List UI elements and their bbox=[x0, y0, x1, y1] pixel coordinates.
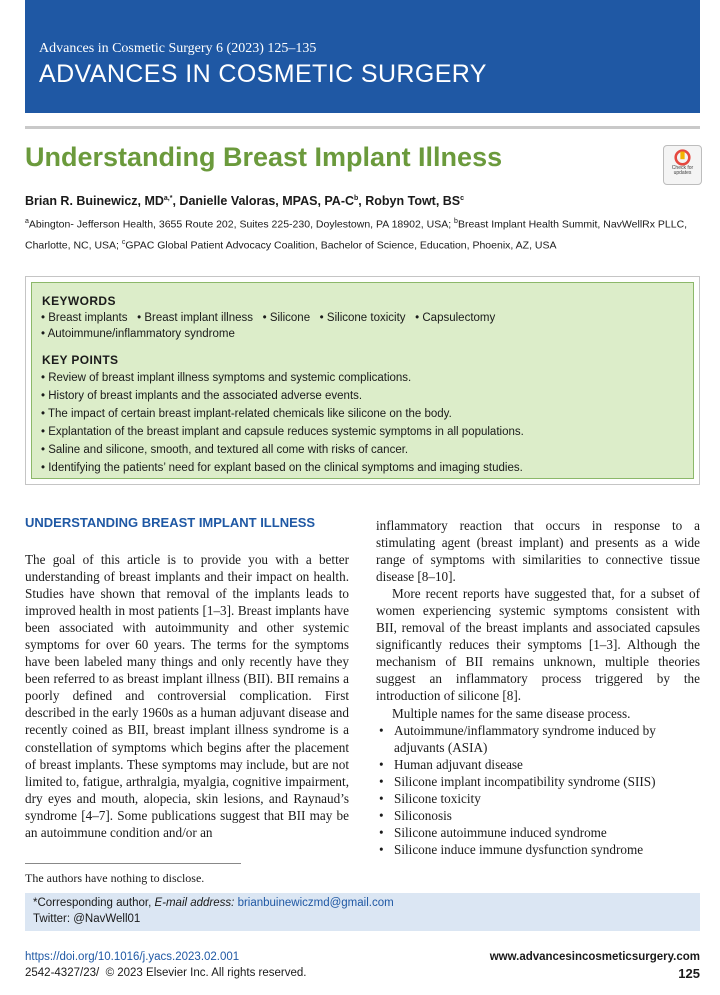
affiliation: Breast Implant Health Summit, NavWellRx PLLC, Charlotte, NC, USA; bbox=[25, 218, 688, 251]
keyword: Silicone toxicity bbox=[326, 312, 406, 324]
disclosure-note: The authors have nothing to disclose. bbox=[25, 871, 205, 885]
keywords-line: • Autoimmune/inflammatory syndrome bbox=[41, 328, 235, 340]
affiliation: GPAC Global Patient Advocacy Coalition, Bachelor of Science, Education, Phoenix, AZ, USA bbox=[125, 239, 557, 251]
keyword: Autoimmune/inflammatory syndrome bbox=[47, 328, 235, 340]
author-name: Brian R. Buinewicz, MD bbox=[25, 194, 164, 208]
key-point: • Review of breast implant illness symptoms and systemic complications. bbox=[41, 372, 412, 384]
check-updates-icon bbox=[674, 149, 691, 166]
article-title: Understanding Breast Implant Illness bbox=[25, 142, 503, 172]
body-paragraph: inflammatory reaction that occurs in response to a stimulating agent (breast implant) and presents as a wide range of symptoms with similarities to connective tissue disease [8–10]. bbox=[376, 518, 700, 585]
keywords-line: • Breast implants • Breast implant illness • Silicone • Silicone toxicity • Capsulectomy bbox=[41, 312, 496, 324]
list-item: • Autoimmune/inflammatory syndrome induced by adjuvants (ASIA) bbox=[376, 722, 700, 756]
check-updates-label: Check for updates bbox=[671, 165, 694, 176]
list-item: • Silicone autoimmune induced syndrome bbox=[376, 824, 700, 841]
author-sup: c bbox=[460, 194, 465, 202]
keywords-box bbox=[25, 276, 700, 485]
journal-citation: Advances in Cosmetic Surgery 6 (2023) 125–135 bbox=[39, 41, 317, 56]
author-name: Danielle Valoras, MPAS, PA-C bbox=[179, 194, 355, 208]
body-column-right bbox=[376, 517, 700, 858]
body-paragraph: The goal of this article is to provide you with a better understanding of breast implants and their impact on health. Studies have shown that removal of the implants leads to improved health in most patients [1–3]. Breast implants have been associated with autoimmunity and other systemic symptoms for over 60 years. The terms for the symptoms have been labeled many things and only recently have they been referred to as breast implant illness (BII). BII remains a poorly defined and controversial complication. First described in the early 1960s as a human adjuvant disease and recently coined as BII, breast implant illness syndrome is a constellation of symptoms which begins after the placement of breast implants. These symptoms may include, but are not limited to, fatigue, arthralgia, myalgia, cognitive impairment, dry eyes and mouth, alopecia, skin lesions, and Raynaud’s syndrome [4–7]. Some publications suggest that BII may be an autoimmune condition and/or an bbox=[25, 552, 349, 840]
key-points-heading: KEY POINTS bbox=[42, 353, 119, 367]
journal-header-banner bbox=[25, 0, 700, 113]
check-for-updates-button[interactable] bbox=[663, 145, 702, 185]
author-email-link[interactable]: brianbuinewiczmd@gmail.com bbox=[237, 897, 394, 909]
key-point: • The impact of certain breast implant-related chemicals like silicone on the body. bbox=[41, 408, 452, 420]
page-number: 125 bbox=[678, 966, 700, 981]
journal-website: www.advancesincosmeticsurgery.com bbox=[489, 951, 700, 963]
affiliations: $^a$Abington- Jefferson Health, 3655 Route 202, Suites 225-230, Doylestown, PA 18902, USA; $^b$Breast Implant Health Summit, NavWellRx PLLC, Charlotte, NC, USA; $^c$GPAC Global Patient Advocacy Coalition, Bachelor of Science, Education, Phoenix, AZ, USA bbox=[25, 218, 688, 251]
key-point: • History of breast implants and the associated adverse events. bbox=[41, 390, 363, 402]
key-point: • Explantation of the breast implant and capsule reduces systemic symptoms in all populations. bbox=[41, 426, 524, 438]
author-name: Robyn Towt, BS bbox=[365, 194, 461, 208]
keyword: Silicone bbox=[269, 312, 311, 324]
list-item: • Siliconosis bbox=[376, 807, 700, 824]
list-item: • Silicone toxicity bbox=[376, 790, 700, 807]
author-list: Brian R. Buinewicz, $MD^{a,*}$, Danielle Valoras, MPAS, $PA-C^b$, Robyn Towt, $BS^c$ bbox=[25, 194, 465, 208]
author-sup: a,* bbox=[163, 194, 173, 202]
twitter-handle: Twitter: @NavWell01 bbox=[33, 913, 141, 925]
body-column-left bbox=[25, 551, 349, 841]
list-item: • Human adjuvant disease bbox=[376, 756, 700, 773]
corresponding-author-box: *Corresponding author, E-mail address: brianbuinewiczmd@gmail.com Twitter: @NavWell01 bbox=[25, 893, 700, 931]
footnote-divider bbox=[25, 863, 241, 864]
keyword: Capsulectomy bbox=[422, 312, 496, 324]
list-item: • Silicone implant incompatibility syndrome (SIIS) bbox=[376, 773, 700, 790]
disease-names-list bbox=[376, 722, 700, 858]
issn-copyright: 2542-4327/23/ © 2023 Elsevier Inc. All rights reserved. bbox=[25, 967, 307, 979]
header-divider bbox=[25, 126, 700, 129]
journal-name: ADVANCES IN COSMETIC SURGERY bbox=[39, 60, 487, 88]
doi-link[interactable]: https://doi.org/10.1016/j.yacs.2023.02.001 bbox=[25, 951, 240, 963]
affiliation: Abington- Jefferson Health, 3655 Route 202, Suites 225-230, Doylestown, PA 18902, USA; bbox=[28, 218, 455, 231]
keyword: Breast implants bbox=[48, 312, 128, 324]
author-sup: b bbox=[354, 194, 359, 202]
keyword: Breast implant illness bbox=[144, 312, 253, 324]
body-paragraph: Multiple names for the same disease process. bbox=[392, 705, 631, 721]
keywords-heading: KEYWORDS bbox=[42, 294, 116, 308]
key-point: • Identifying the patients’ need for explant based on the clinical symptoms and imaging studies. bbox=[41, 462, 523, 474]
body-paragraph: More recent reports have suggested that, for a subset of women experiencing systemic symptoms consistent with BII, removal of the breast implants and associated capsules significantly reduces their symptoms [1–3]. Although the mechanism of BII remains unknown, multiple theories suggest an inflammatory process triggered by the introduction of silicone [8]. bbox=[376, 586, 700, 704]
key-point: • Saline and silicone, smooth, and textured all come with risks of cancer. bbox=[41, 444, 409, 456]
list-item: • Silicone induce immune dysfunction syndrome bbox=[376, 841, 700, 858]
section-heading: UNDERSTANDING BREAST IMPLANT ILLNESS bbox=[25, 515, 316, 530]
keywords-box-inner bbox=[31, 282, 694, 479]
